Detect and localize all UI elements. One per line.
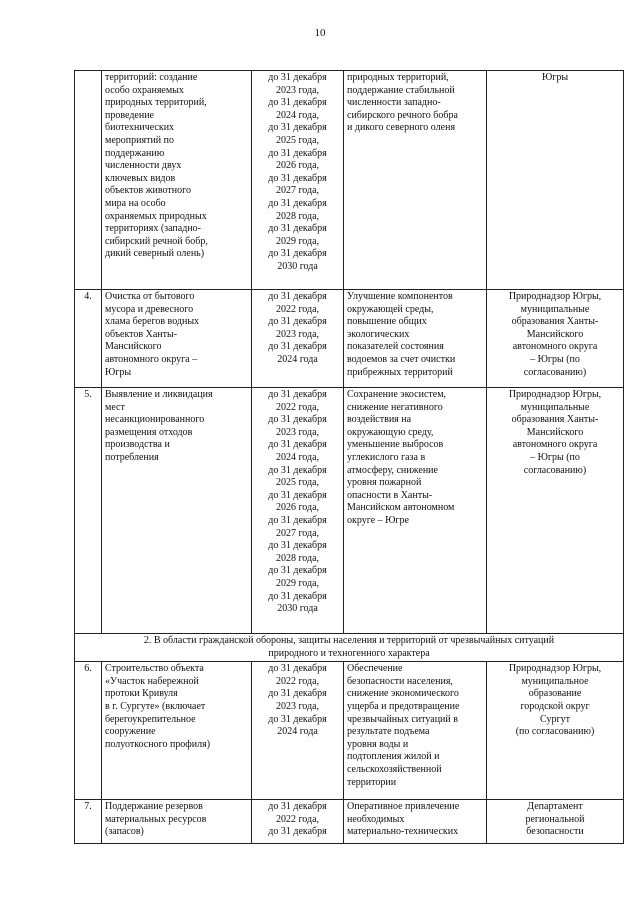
measure-term: до 31 декабря 2022 года, до 31 декабря 2023 года, до 31 декабря 2024 года, до 31 декабря 2025 года, до 31 декабря 2026 года, до 31 декабря 2027 года, до 31 декабря 2028 года, до 31 декабря 2029 года, до 31 декабря 2030 года [252, 388, 344, 634]
measure-responsible: Природнадзор Югры, муниципальные образования Ханты- Мансийского автономного округа – Югры (по согласованию) [487, 388, 624, 634]
measure-responsible: Природнадзор Югры, муниципальное образование городской округ Сургут (по согласованию) [487, 662, 624, 800]
table-row [75, 800, 624, 844]
measure-name: Выявление и ликвидация мест несанкционированного размещения отходов производства и потребления [102, 388, 252, 634]
table-row [75, 290, 624, 388]
table-row [75, 71, 624, 290]
row-number: 4. [75, 290, 102, 388]
measure-result: Обеспечение безопасности населения, снижение экономического ущерба и предотвращение чрезвычайных ситуаций в результате подъема уровня воды и подтопления жилой и сельскохозяйственной территории [344, 662, 487, 800]
measure-responsible: Природнадзор Югры, муниципальные образования Ханты- Мансийского автономного округа – Югры (по согласованию) [487, 290, 624, 388]
measure-result: Сохранение экосистем, снижение негативного воздействия на окружающую среду, уменьшение выбросов углекислого газа в атмосферу, снижение уровня пожарной опасности в Ханты- Мансийском автономном округе – Югре [344, 388, 487, 634]
measure-name: Поддержание резервов материальных ресурсов (запасов) [102, 800, 252, 844]
page-number: 10 [314, 27, 326, 39]
table-row [75, 662, 624, 800]
measure-result: Оперативное привлечение необходимых материально-технических [344, 800, 487, 844]
measure-name: Очистка от бытового мусора и древесного хлама берегов водных объектов Ханты- Мансийского автономного округа – Югры [102, 290, 252, 388]
measure-name: Строительство объекта «Участок набережной протоки Кривуля в г. Сургуте» (включает берегоукрепительное сооружение полуоткосного профиля) [102, 662, 252, 800]
measure-term: до 31 декабря 2022 года, до 31 декабря 2023 года, до 31 декабря 2024 года [252, 290, 344, 388]
row-number [75, 71, 102, 290]
measures-table [74, 70, 624, 844]
row-number: 5. [75, 388, 102, 634]
measure-responsible: Департамент региональной безопасности [487, 800, 624, 844]
measure-result: Улучшение компонентов окружающей среды, повышение общих экологических показателей состояния водоемов за счет очистки прибрежных территорий [344, 290, 487, 388]
measure-result: природных территорий, поддержание стабильной численности западно- сибирского речного бобра и дикого северного оленя [344, 71, 487, 290]
section-title: 2. В области гражданской обороны, защиты населения и территорий от чрезвычайных ситуаций природного и техногенного характера [75, 634, 624, 662]
row-number: 6. [75, 662, 102, 800]
measure-term: до 31 декабря 2022 года, до 31 декабря 2023 года, до 31 декабря 2024 года [252, 662, 344, 800]
measure-responsible: Югры [487, 71, 624, 290]
measure-name: территорий: создание особо охраняемых природных территорий, проведение биотехнических мероприятий по поддержанию численности двух ключевых видов объектов животного мира на особо охраняемых природных территориях (западно- сибирский речной бобр, дикий северный олень) [102, 71, 252, 290]
section-row [75, 634, 624, 662]
table-row [75, 388, 624, 634]
row-number: 7. [75, 800, 102, 844]
measure-term: до 31 декабря 2022 года, до 31 декабря [252, 800, 344, 844]
measure-term: до 31 декабря 2023 года, до 31 декабря 2024 года, до 31 декабря 2025 года, до 31 декабря 2026 года, до 31 декабря 2027 года, до 31 декабря 2028 года, до 31 декабря 2029 года, до 31 декабря 2030 года [252, 71, 344, 290]
